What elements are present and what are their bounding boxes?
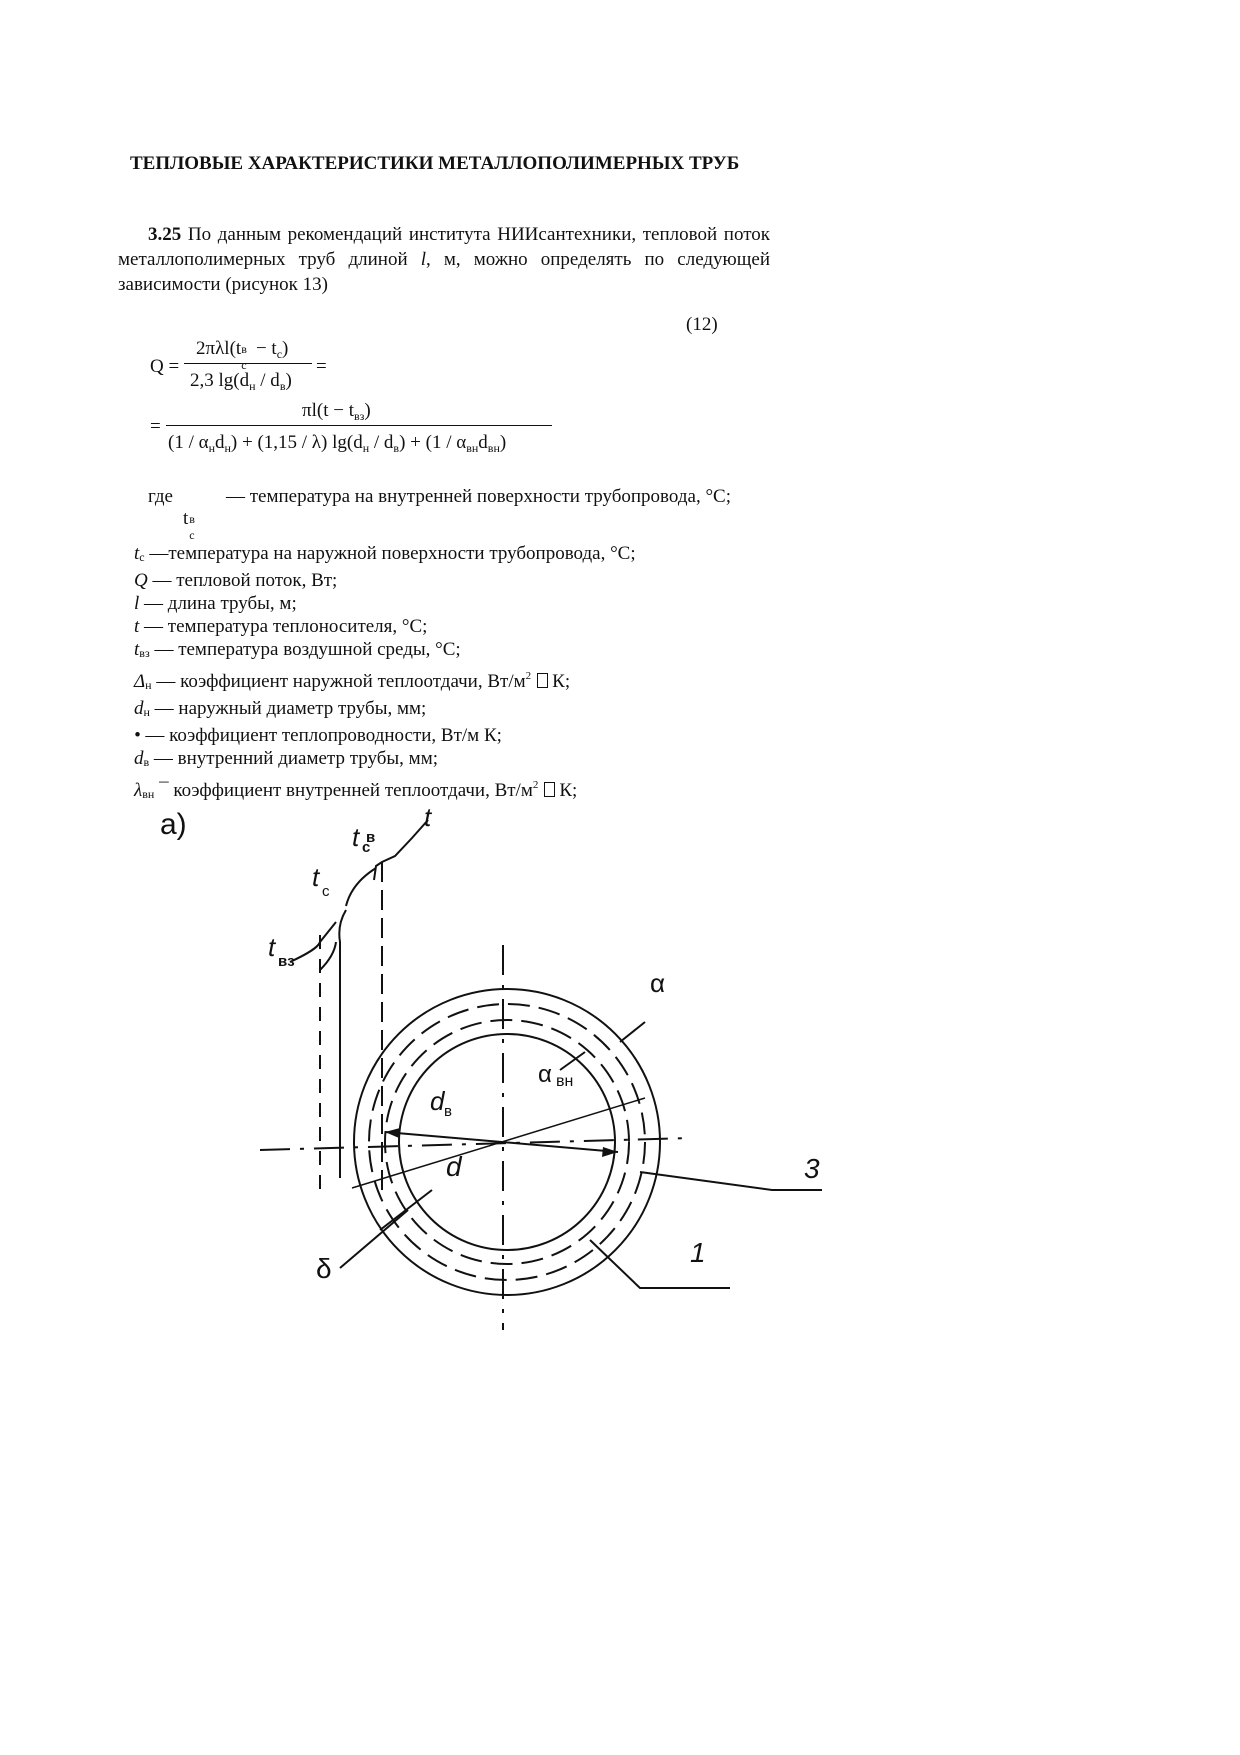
legend-symbol: d [134, 698, 144, 719]
legend-symbol: t [134, 639, 140, 660]
paragraph-number: 3.25 [148, 224, 182, 245]
label-dv-sub: в [444, 1103, 452, 1120]
label-delta: δ [316, 1253, 332, 1284]
legend-text: — тепловой поток, Вт; [147, 570, 338, 591]
legend-symbol-sub: в [143, 755, 150, 769]
label-tcv-sup: в [366, 829, 376, 846]
formula-2-denominator: $(1 / \alpha_нd_н) + (1,15 / \lambda)$ $\lg(d_н / d_в) + (1 / \alpha_{вн}d_{вн})$ [168, 432, 507, 455]
legend-symbol: l [134, 593, 140, 614]
label-alpha-vn-sub: вн [556, 1073, 574, 1090]
label-1: 1 [690, 1237, 706, 1268]
legend-symbol: t [134, 616, 140, 637]
profile-line-mid [339, 910, 346, 1178]
legend-symbol: t [134, 543, 140, 564]
legend-text: — коэффициент теплопроводности, Вт/м К; [140, 725, 502, 746]
label-t: t [424, 802, 432, 832]
formula-1-lhs: Q = [150, 356, 180, 377]
legend-symbol: Δ [134, 671, 146, 692]
label-d: d [446, 1151, 462, 1182]
profile-tvz-leader [290, 922, 336, 962]
label-tvz: t [268, 932, 276, 962]
paragraph-text-2: , м, можно определять по следующей зависимости (рисунок 13) [118, 249, 770, 295]
label-3: 3 [804, 1153, 820, 1184]
label-3-leader [640, 1172, 822, 1190]
legend-symbol-sub: вз [139, 646, 150, 660]
legend-text: ¯ коэффициент внутренней теплоотдачи, Вт/м [154, 780, 533, 801]
diameter-outer-line [352, 1098, 645, 1188]
label-tcv-sub: с [362, 839, 371, 856]
section-heading: ТЕПЛОВЫЕ ХАРАКТЕРИСТИКИ МЕТАЛЛОПОЛИМЕРНЫХ ТРУБ [130, 153, 740, 174]
legend-text: — температура теплоносителя, °С; [139, 616, 428, 637]
alpha-vn-leader [560, 1052, 585, 1070]
formula-1-rhs: = [316, 356, 327, 377]
legend-text: — длина трубы, м; [139, 593, 297, 614]
legend-symbol-sub: вн [142, 787, 155, 801]
legend-symbol: d [134, 748, 144, 769]
legend-unit-sup: 2 [532, 779, 539, 791]
legend-text: — наружный диаметр трубы, мм; [149, 698, 427, 719]
legend-where: где [148, 486, 173, 507]
label-dv: d [430, 1086, 445, 1116]
label-tc: t [312, 862, 320, 892]
legend-symbol-sub: н [145, 678, 152, 692]
legend-text: —температура на наружной поверхности трубопровода, °С; [144, 543, 636, 564]
legend-symbol-sub: c [139, 550, 145, 564]
alpha-leader [620, 1022, 645, 1042]
legend-first-symbol: t в c [183, 508, 195, 542]
legend-symbol-sub: н [143, 705, 150, 719]
label-alpha: α [650, 968, 666, 998]
formula-1-denominator: 2,3 $\lg(d_н / d_в)$ [190, 370, 292, 393]
legend-text: — температура воздушной среды, °С; [149, 639, 461, 660]
panel-label: а) [160, 808, 187, 841]
label-tvz-sub: вз [278, 953, 295, 970]
legend-symbol: • [134, 725, 141, 746]
label-alpha-vn: α [538, 1061, 552, 1088]
formula-2-lhs: = [150, 416, 161, 437]
label-tcv: t [352, 822, 360, 852]
legend-first-text: — температура на внутренней поверхности трубопровода, °С; [226, 486, 732, 507]
paragraph-text-1: По данным рекомендаций института НИИсантехники, тепловой поток металлополимерных труб длиной [118, 224, 770, 270]
legend-text: — внутренний диаметр трубы, мм; [149, 748, 439, 769]
legend-unit-tail: К; [552, 671, 571, 692]
legend-text: — коэффициент наружной теплоотдачи, Вт/м [151, 671, 526, 692]
legend-symbol: λ [134, 780, 143, 801]
formula-2-numerator: $\pi l(t - t_{вз})$ [302, 400, 371, 423]
legend-unit-tail: К; [559, 780, 578, 801]
legend-symbol: Q [134, 570, 148, 591]
formula-1-numerator: 2πλl(t в c − $t_c$) [196, 338, 289, 372]
equation-number: (12) [686, 314, 718, 335]
label-tc-sub: с [322, 883, 330, 900]
label-1-leader [590, 1240, 730, 1288]
paragraph-l-symbol: l [420, 249, 427, 270]
legend-unit-sup: 2 [525, 670, 532, 682]
